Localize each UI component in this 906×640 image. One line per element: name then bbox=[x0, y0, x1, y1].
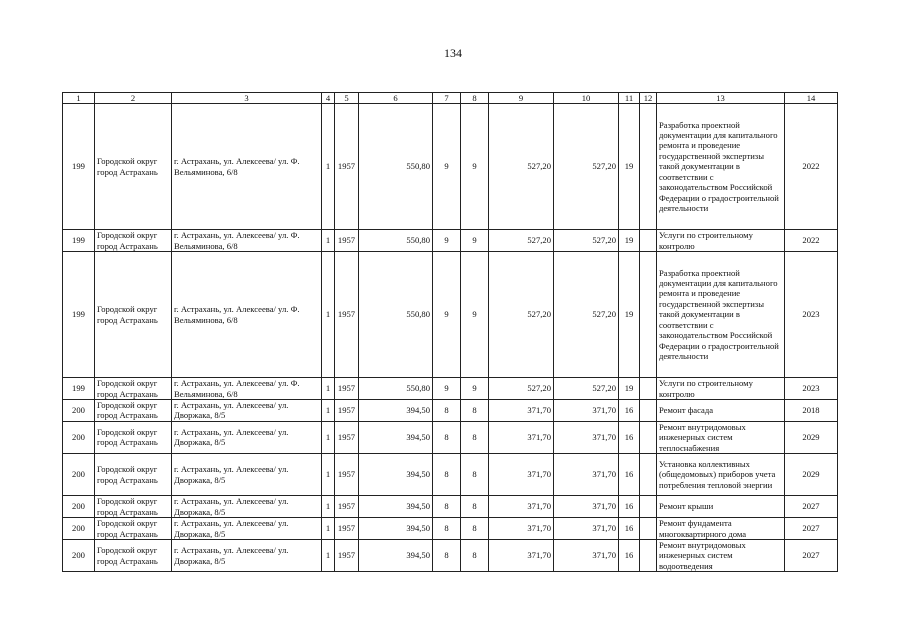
cell-col7: 9 bbox=[433, 104, 461, 230]
cell-municipality: Городской округ город Астрахань bbox=[95, 454, 172, 496]
cell-number: 200 bbox=[63, 400, 95, 422]
cell-year: 1957 bbox=[335, 518, 359, 540]
cell-col4: 1 bbox=[322, 454, 335, 496]
cell-area-10: 527,20 bbox=[554, 252, 619, 378]
cell-plan-year: 2029 bbox=[785, 454, 838, 496]
cell-municipality: Городской округ город Астрахань bbox=[95, 421, 172, 453]
header-cell: 10 bbox=[554, 93, 619, 104]
cell-area-10: 371,70 bbox=[554, 421, 619, 453]
cell-plan-year: 2027 bbox=[785, 518, 838, 540]
cell-col8: 8 bbox=[461, 496, 489, 518]
header-row bbox=[63, 93, 838, 104]
cell-year: 1957 bbox=[335, 378, 359, 400]
cell-number: 199 bbox=[63, 378, 95, 400]
cell-work-type: Разработка проектной документации для капитального ремонта и проведение государственной экспертизы такой документации в соответствии с законодательством Российской Федерации о градостроительной деятельности bbox=[657, 252, 785, 378]
cell-municipality: Городской округ город Астрахань bbox=[95, 230, 172, 252]
cell-area-9: 371,70 bbox=[489, 454, 554, 496]
cell-col11: 16 bbox=[619, 540, 640, 572]
cell-col8: 9 bbox=[461, 252, 489, 378]
cell-municipality: Городской округ город Астрахань bbox=[95, 252, 172, 378]
cell-total-area: 394,50 bbox=[359, 400, 433, 422]
cell-col11: 19 bbox=[619, 252, 640, 378]
cell-col11: 16 bbox=[619, 454, 640, 496]
header-cell: 12 bbox=[640, 93, 657, 104]
cell-area-10: 527,20 bbox=[554, 104, 619, 230]
table-row bbox=[63, 230, 838, 252]
cell-col8: 8 bbox=[461, 540, 489, 572]
cell-col7: 8 bbox=[433, 518, 461, 540]
cell-total-area: 394,50 bbox=[359, 454, 433, 496]
cell-year: 1957 bbox=[335, 454, 359, 496]
cell-work-type: Ремонт фасада bbox=[657, 400, 785, 422]
cell-number: 200 bbox=[63, 540, 95, 572]
cell-number: 199 bbox=[63, 104, 95, 230]
cell-year: 1957 bbox=[335, 421, 359, 453]
cell-number: 200 bbox=[63, 518, 95, 540]
cell-col11: 19 bbox=[619, 230, 640, 252]
cell-area-9: 527,20 bbox=[489, 252, 554, 378]
cell-col8: 9 bbox=[461, 378, 489, 400]
cell-col8: 8 bbox=[461, 421, 489, 453]
cell-address: г. Астрахань, ул. Алексеева/ ул. Ф. Вельяминова, 6/8 bbox=[172, 230, 322, 252]
header-cell: 4 bbox=[322, 93, 335, 104]
header-cell: 3 bbox=[172, 93, 322, 104]
cell-work-type: Услуги по строительному контролю bbox=[657, 230, 785, 252]
cell-area-9: 371,70 bbox=[489, 518, 554, 540]
cell-col7: 9 bbox=[433, 252, 461, 378]
cell-number: 199 bbox=[63, 252, 95, 378]
cell-address: г. Астрахань, ул. Алексеева/ ул. Дворжака, 8/5 bbox=[172, 400, 322, 422]
cell-area-9: 371,70 bbox=[489, 496, 554, 518]
cell-col4: 1 bbox=[322, 496, 335, 518]
cell-address: г. Астрахань, ул. Алексеева/ ул. Ф. Вельяминова, 6/8 bbox=[172, 104, 322, 230]
capital-repair-table bbox=[62, 92, 838, 572]
cell-total-area: 394,50 bbox=[359, 421, 433, 453]
cell-area-10: 371,70 bbox=[554, 540, 619, 572]
header-cell: 14 bbox=[785, 93, 838, 104]
cell-plan-year: 2027 bbox=[785, 540, 838, 572]
cell-col11: 16 bbox=[619, 400, 640, 422]
cell-col12 bbox=[640, 400, 657, 422]
cell-area-9: 371,70 bbox=[489, 540, 554, 572]
cell-col12 bbox=[640, 252, 657, 378]
cell-work-type: Ремонт фундамента многоквартирного дома bbox=[657, 518, 785, 540]
header-cell: 9 bbox=[489, 93, 554, 104]
table-row bbox=[63, 518, 838, 540]
cell-total-area: 394,50 bbox=[359, 518, 433, 540]
cell-work-type: Ремонт крыши bbox=[657, 496, 785, 518]
cell-col4: 1 bbox=[322, 378, 335, 400]
table-row bbox=[63, 496, 838, 518]
cell-area-10: 371,70 bbox=[554, 518, 619, 540]
cell-col11: 16 bbox=[619, 518, 640, 540]
cell-plan-year: 2023 bbox=[785, 252, 838, 378]
cell-col7: 8 bbox=[433, 496, 461, 518]
cell-col8: 9 bbox=[461, 104, 489, 230]
cell-year: 1957 bbox=[335, 496, 359, 518]
header-cell: 6 bbox=[359, 93, 433, 104]
cell-col4: 1 bbox=[322, 230, 335, 252]
cell-municipality: Городской округ город Астрахань bbox=[95, 540, 172, 572]
cell-col12 bbox=[640, 454, 657, 496]
page-number: 134 bbox=[444, 46, 462, 60]
cell-address: г. Астрахань, ул. Алексеева/ ул. Дворжака, 8/5 bbox=[172, 454, 322, 496]
cell-total-area: 394,50 bbox=[359, 496, 433, 518]
header-cell: 8 bbox=[461, 93, 489, 104]
header-cell: 2 bbox=[95, 93, 172, 104]
cell-area-10: 371,70 bbox=[554, 496, 619, 518]
cell-address: г. Астрахань, ул. Алексеева/ ул. Ф. Вельяминова, 6/8 bbox=[172, 252, 322, 378]
cell-year: 1957 bbox=[335, 400, 359, 422]
cell-col7: 8 bbox=[433, 540, 461, 572]
header-cell: 7 bbox=[433, 93, 461, 104]
cell-plan-year: 2022 bbox=[785, 104, 838, 230]
cell-total-area: 394,50 bbox=[359, 540, 433, 572]
cell-col4: 1 bbox=[322, 540, 335, 572]
cell-total-area: 550,80 bbox=[359, 378, 433, 400]
cell-col11: 19 bbox=[619, 104, 640, 230]
cell-area-9: 527,20 bbox=[489, 378, 554, 400]
cell-municipality: Городской округ город Астрахань bbox=[95, 400, 172, 422]
cell-work-type: Установка коллективных (общедомовых) приборов учета потребления тепловой энергии bbox=[657, 454, 785, 496]
table-row bbox=[63, 540, 838, 572]
cell-municipality: Городской округ город Астрахань bbox=[95, 378, 172, 400]
cell-col11: 16 bbox=[619, 421, 640, 453]
cell-year: 1957 bbox=[335, 540, 359, 572]
cell-plan-year: 2027 bbox=[785, 496, 838, 518]
cell-col7: 9 bbox=[433, 230, 461, 252]
cell-col8: 9 bbox=[461, 230, 489, 252]
cell-address: г. Астрахань, ул. Алексеева/ ул. Дворжака, 8/5 bbox=[172, 421, 322, 453]
cell-col8: 8 bbox=[461, 518, 489, 540]
cell-year: 1957 bbox=[335, 104, 359, 230]
cell-municipality: Городской округ город Астрахань bbox=[95, 518, 172, 540]
cell-area-9: 527,20 bbox=[489, 104, 554, 230]
cell-address: г. Астрахань, ул. Алексеева/ ул. Дворжака, 8/5 bbox=[172, 518, 322, 540]
cell-work-type: Ремонт внутридомовых инженерных систем теплоснабжения bbox=[657, 421, 785, 453]
cell-col7: 9 bbox=[433, 378, 461, 400]
cell-municipality: Городской округ город Астрахань bbox=[95, 496, 172, 518]
cell-work-type: Услуги по строительному контролю bbox=[657, 378, 785, 400]
cell-number: 200 bbox=[63, 421, 95, 453]
cell-area-10: 527,20 bbox=[554, 378, 619, 400]
cell-col7: 8 bbox=[433, 421, 461, 453]
cell-plan-year: 2023 bbox=[785, 378, 838, 400]
cell-number: 200 bbox=[63, 496, 95, 518]
cell-total-area: 550,80 bbox=[359, 252, 433, 378]
cell-year: 1957 bbox=[335, 252, 359, 378]
cell-area-9: 371,70 bbox=[489, 421, 554, 453]
header-cell: 5 bbox=[335, 93, 359, 104]
cell-col11: 19 bbox=[619, 378, 640, 400]
cell-address: г. Астрахань, ул. Алексеева/ ул. Дворжака, 8/5 bbox=[172, 496, 322, 518]
cell-col12 bbox=[640, 230, 657, 252]
cell-plan-year: 2029 bbox=[785, 421, 838, 453]
cell-number: 199 bbox=[63, 230, 95, 252]
cell-col11: 16 bbox=[619, 496, 640, 518]
cell-col4: 1 bbox=[322, 421, 335, 453]
header-cell: 13 bbox=[657, 93, 785, 104]
cell-year: 1957 bbox=[335, 230, 359, 252]
cell-area-10: 371,70 bbox=[554, 454, 619, 496]
cell-col4: 1 bbox=[322, 518, 335, 540]
cell-area-9: 527,20 bbox=[489, 230, 554, 252]
cell-col7: 8 bbox=[433, 400, 461, 422]
cell-total-area: 550,80 bbox=[359, 230, 433, 252]
header-cell: 11 bbox=[619, 93, 640, 104]
table-row bbox=[63, 400, 838, 422]
cell-plan-year: 2018 bbox=[785, 400, 838, 422]
cell-total-area: 550,80 bbox=[359, 104, 433, 230]
cell-col8: 8 bbox=[461, 400, 489, 422]
cell-col12 bbox=[640, 104, 657, 230]
cell-area-10: 527,20 bbox=[554, 230, 619, 252]
cell-col7: 8 bbox=[433, 454, 461, 496]
cell-work-type: Ремонт внутридомовых инженерных систем водоотведения bbox=[657, 540, 785, 572]
cell-col8: 8 bbox=[461, 454, 489, 496]
cell-address: г. Астрахань, ул. Алексеева/ ул. Дворжака, 8/5 bbox=[172, 540, 322, 572]
header-cell: 1 bbox=[63, 93, 95, 104]
cell-col4: 1 bbox=[322, 400, 335, 422]
cell-address: г. Астрахань, ул. Алексеева/ ул. Ф. Вельяминова, 6/8 bbox=[172, 378, 322, 400]
cell-col4: 1 bbox=[322, 104, 335, 230]
cell-col12 bbox=[640, 540, 657, 572]
cell-number: 200 bbox=[63, 454, 95, 496]
cell-work-type: Разработка проектной документации для капитального ремонта и проведение государственной экспертизы такой документации в соответствии с законодательством Российской Федерации о градостроительной деятельности bbox=[657, 104, 785, 230]
table-row bbox=[63, 104, 838, 230]
cell-col4: 1 bbox=[322, 252, 335, 378]
cell-col12 bbox=[640, 518, 657, 540]
table-row bbox=[63, 378, 838, 400]
cell-area-9: 371,70 bbox=[489, 400, 554, 422]
cell-col12 bbox=[640, 378, 657, 400]
table-row bbox=[63, 454, 838, 496]
cell-area-10: 371,70 bbox=[554, 400, 619, 422]
cell-col12 bbox=[640, 421, 657, 453]
cell-plan-year: 2022 bbox=[785, 230, 838, 252]
cell-col12 bbox=[640, 496, 657, 518]
cell-municipality: Городской округ город Астрахань bbox=[95, 104, 172, 230]
table-row bbox=[63, 252, 838, 378]
table-row bbox=[63, 421, 838, 453]
